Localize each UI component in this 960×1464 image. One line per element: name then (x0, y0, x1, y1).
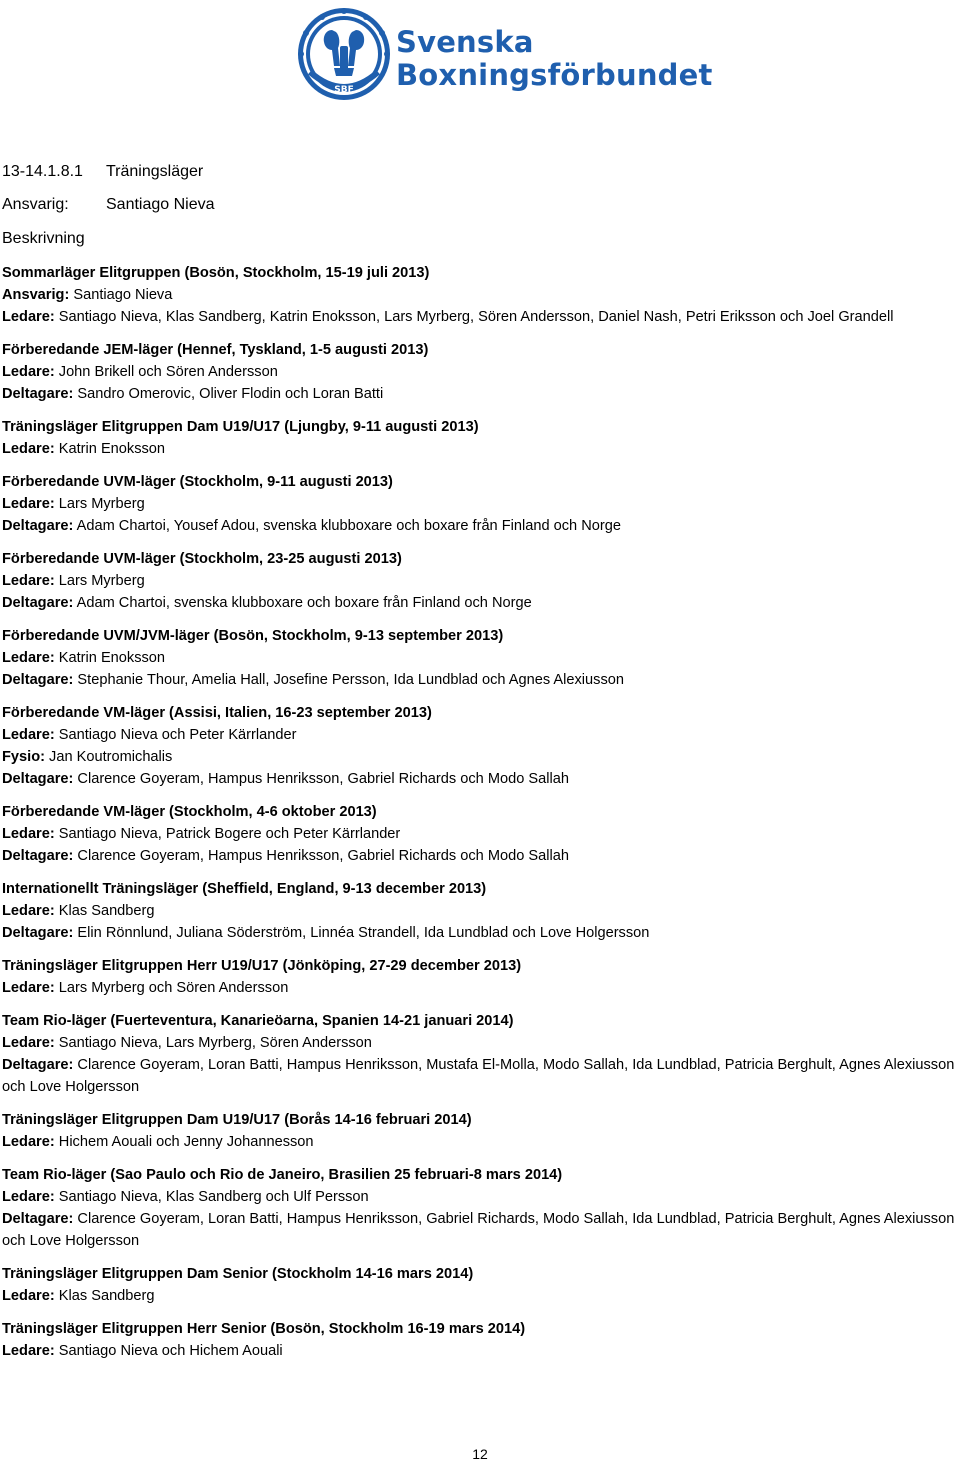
camp-detail-row (2, 977, 958, 999)
detail-label: Ledare: (2, 826, 55, 842)
detail-label: Deltagare: (2, 386, 74, 402)
camp-title: Träningsläger Elitgruppen Dam U19/U17 (Borås 14-16 februari 2014) (2, 1112, 472, 1128)
camp-detail-row (2, 823, 958, 845)
camp-title: Team Rio-läger (Sao Paulo och Rio de Janeiro, Brasilien 25 februari-8 mars 2014) (2, 1167, 563, 1183)
detail-label: Ledare: (2, 903, 55, 919)
detail-value: Klas Sandberg (54, 1288, 155, 1304)
camp-section (2, 955, 958, 999)
detail-value: Santiago Nieva och Peter Kärrlander (54, 727, 297, 743)
camp-title: Träningsläger Elitgruppen Dam U19/U17 (Ljungby, 9-11 augusti 2013) (2, 419, 479, 435)
detail-value: Clarence Goyeram, Hampus Henriksson, Gabriel Richards och Modo Sallah (73, 771, 569, 787)
camp-detail-row (2, 592, 958, 614)
camp-detail-row (2, 922, 958, 944)
camp-detail-row (2, 515, 958, 537)
responsible-label: Ansvarig: (2, 196, 69, 213)
camp-section (2, 625, 958, 691)
detail-label: Ledare: (2, 1288, 55, 1304)
detail-label: Ledare: (2, 573, 55, 589)
camp-section (2, 1263, 958, 1307)
detail-label: Fysio: (2, 749, 45, 765)
detail-label: Deltagare: (2, 518, 74, 534)
detail-label: Ledare: (2, 1343, 55, 1359)
detail-label: Deltagare: (2, 672, 74, 688)
detail-value: Lars Myrberg och Sören Andersson (54, 980, 289, 996)
detail-value: Santiago Nieva, Patrick Bogere och Peter Kärrlander (54, 826, 401, 842)
camp-title: Träningsläger Elitgruppen Herr U19/U17 (Jönköping, 27-29 december 2013) (2, 958, 522, 974)
camp-detail-row (2, 900, 958, 922)
camp-section (2, 262, 958, 328)
detail-label: Deltagare: (2, 848, 74, 864)
detail-value: Santiago Nieva, Klas Sandberg, Katrin Enoksson, Lars Myrberg, Sören Andersson, Daniel Nash, Petri Eriksson och Joel Grandell (54, 309, 894, 325)
logo-line-1: Svenska (396, 25, 534, 59)
camp-section (2, 339, 958, 405)
camp-title: Förberedande UVM/JVM-läger (Bosön, Stockholm, 9-13 september 2013) (2, 628, 504, 644)
logo-line-2: Boxningsförbundet (396, 58, 713, 92)
camp-detail-row (2, 724, 958, 746)
detail-value: John Brikell och Sören Andersson (54, 364, 278, 380)
detail-label: Deltagare: (2, 595, 74, 611)
detail-value: Lars Myrberg (54, 496, 145, 512)
camp-detail-row (2, 570, 958, 592)
camp-detail-row (2, 1032, 958, 1054)
detail-label: Ledare: (2, 1134, 55, 1150)
camp-section (2, 416, 958, 460)
camp-section (2, 801, 958, 867)
camp-section (2, 1010, 958, 1098)
camp-section (2, 548, 958, 614)
camp-section (2, 471, 958, 537)
camp-title: Team Rio-läger (Fuerteventura, Kanarieöarna, Spanien 14-21 januari 2014) (2, 1013, 514, 1029)
detail-label: Ledare: (2, 650, 55, 666)
camp-detail-row (2, 746, 958, 768)
camp-section (2, 1164, 958, 1252)
detail-value: Klas Sandberg (54, 903, 155, 919)
detail-label: Ledare: (2, 727, 55, 743)
camp-detail-row (2, 1208, 958, 1252)
detail-label: Deltagare: (2, 1211, 74, 1227)
camp-detail-row (2, 768, 958, 790)
camp-detail-row (2, 306, 958, 328)
camp-title: Förberedande JEM-läger (Hennef, Tyskland, 1-5 augusti 2013) (2, 342, 429, 358)
camp-section (2, 702, 958, 790)
detail-value: Sandro Omerovic, Oliver Flodin och Loran Batti (73, 386, 384, 402)
camp-title: Internationellt Träningsläger (Sheffield, England, 9-13 december 2013) (2, 881, 487, 897)
camp-detail-row (2, 383, 958, 405)
camp-detail-row (2, 1285, 958, 1307)
responsible-value: Santiago Nieva (106, 196, 215, 213)
camp-detail-row (2, 284, 958, 306)
camp-section (2, 1109, 958, 1153)
detail-value: Katrin Enoksson (54, 650, 166, 666)
detail-label: Deltagare: (2, 1057, 74, 1073)
detail-label: Ledare: (2, 364, 55, 380)
detail-value: Hichem Aouali och Jenny Johannesson (54, 1134, 314, 1150)
camp-title: Förberedande VM-läger (Assisi, Italien, 16-23 september 2013) (2, 705, 432, 721)
detail-value: Adam Chartoi, Yousef Adou, svenska klubboxare och boxare från Finland och Norge (73, 518, 621, 534)
detail-value: Clarence Goyeram, Loran Batti, Hampus Henriksson, Mustafa El-Molla, Modo Sallah, Ida Lundblad, Patricia Berghult, Agnes Alexiusson och Love Holgersson (2, 1057, 955, 1095)
camp-list (2, 262, 958, 1373)
camp-detail-row (2, 438, 958, 460)
detail-label: Deltagare: (2, 925, 74, 941)
responsible-row (2, 196, 215, 214)
detail-value: Stephanie Thour, Amelia Hall, Josefine Persson, Ida Lundblad och Agnes Alexiusson (73, 672, 624, 688)
detail-label: Ansvarig: (2, 287, 70, 303)
detail-value: Santiago Nieva, Klas Sandberg och Ulf Persson (54, 1189, 369, 1205)
section-heading (2, 163, 203, 181)
detail-value: Clarence Goyeram, Hampus Henriksson, Gabriel Richards och Modo Sallah (73, 848, 569, 864)
detail-value: Jan Koutromichalis (44, 749, 173, 765)
camp-section (2, 1318, 958, 1362)
detail-label: Ledare: (2, 1189, 55, 1205)
camp-title: Sommarläger Elitgruppen (Bosön, Stockholm, 15-19 juli 2013) (2, 265, 430, 281)
seal-letters: SBF (334, 85, 354, 95)
detail-label: Deltagare: (2, 771, 74, 787)
logo-wordmark (396, 25, 713, 92)
detail-value: Elin Rönnlund, Juliana Söderström, Linnéa Strandell, Ida Lundblad och Love Holgersson (73, 925, 650, 941)
detail-value: Santiago Nieva, Lars Myrberg, Sören Andersson (54, 1035, 372, 1051)
camp-detail-row (2, 1340, 958, 1362)
camp-detail-row (2, 493, 958, 515)
camp-detail-row (2, 1131, 958, 1153)
camp-detail-row (2, 669, 958, 691)
sbf-seal-icon (296, 6, 392, 102)
detail-value: Santiago Nieva och Hichem Aouali (54, 1343, 283, 1359)
camp-detail-row (2, 647, 958, 669)
detail-label: Ledare: (2, 980, 55, 996)
camp-detail-row (2, 1054, 958, 1098)
camp-title: Förberedande VM-läger (Stockholm, 4-6 oktober 2013) (2, 804, 377, 820)
camp-title: Förberedande UVM-läger (Stockholm, 9-11 augusti 2013) (2, 474, 393, 490)
section-title: Träningsläger (106, 163, 204, 180)
detail-label: Ledare: (2, 441, 55, 457)
detail-value: Santiago Nieva (69, 287, 173, 303)
camp-title: Träningsläger Elitgruppen Herr Senior (Bosön, Stockholm 16-19 mars 2014) (2, 1321, 526, 1337)
detail-label: Ledare: (2, 1035, 55, 1051)
detail-value: Clarence Goyeram, Loran Batti, Hampus Henriksson, Gabriel Richards, Modo Sallah, Ida Lundblad, Patricia Berghult, Agnes Alexiusson och Love Holgersson (2, 1211, 955, 1249)
description-label: Beskrivning (2, 230, 85, 247)
camp-section (2, 878, 958, 944)
detail-value: Adam Chartoi, svenska klubboxare och boxare från Finland och Norge (73, 595, 532, 611)
camp-detail-row (2, 845, 958, 867)
camp-detail-row (2, 1186, 958, 1208)
detail-label: Ledare: (2, 496, 55, 512)
logo (296, 6, 713, 106)
detail-value: Lars Myrberg (54, 573, 145, 589)
camp-title: Förberedande UVM-läger (Stockholm, 23-25 augusti 2013) (2, 551, 402, 567)
detail-label: Ledare: (2, 309, 55, 325)
camp-title: Träningsläger Elitgruppen Dam Senior (Stockholm 14-16 mars 2014) (2, 1266, 474, 1282)
camp-detail-row (2, 361, 958, 383)
section-number: 13-14.1.8.1 (2, 163, 83, 180)
page-number: 12 (472, 1446, 488, 1462)
detail-value: Katrin Enoksson (54, 441, 166, 457)
